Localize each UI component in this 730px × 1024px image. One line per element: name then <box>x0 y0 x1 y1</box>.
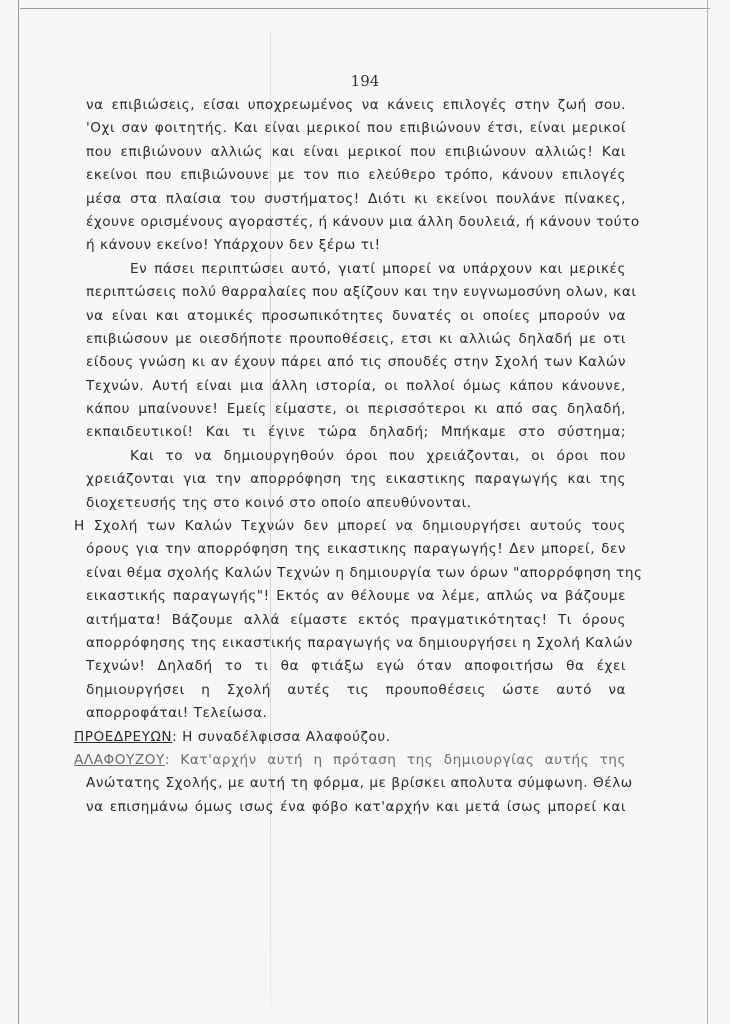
text-line: Τεχνών. Αυτή είναι μια άλλη ιστορία, οι πολλοί όμως κάπου κάνουνε, <box>86 377 626 394</box>
text-line: Εν πάσει περιπτώσει αυτό, γιατί μπορεί να υπάρχουν και μερικές <box>130 260 626 277</box>
text-line: εικαστικής παραγωγής"! Εκτός αν θέλουμε να λέμε, απλώς να βάζουμε <box>86 588 626 605</box>
scan-left-edge <box>18 0 19 1024</box>
transcript-body <box>74 94 643 819</box>
text-line: Τεχνών! Δηλαδή το τι θα φτιάξω εγώ όταν αποφοιτήσω θα έχει <box>86 658 626 675</box>
speaker-line <box>74 749 626 772</box>
text-line: να επισημάνω όμως ισως ένα φόβο κατ'αρχήν και μετά ίσως μπορεί και <box>86 798 626 815</box>
text-line: είναι θέμα σχολής Καλών Τεχνών η δημιουργία των όρων "απορρόφηση της <box>86 564 643 581</box>
text-line: 'Οχι σαν φοιτητής. Και είναι μερικοί που επιβιώνουν έτσι, είναι μερικοί <box>86 120 626 137</box>
text-line: χρειάζονται για την απορρόφηση της εικαστικης παραγωγής και της <box>86 471 626 488</box>
text-line: απορρόφησης της εικαστικής παραγωγής να δημιουργήσει η Σχολή Καλών <box>86 634 633 651</box>
text-line: Η Σχολή των Καλών Τεχνών δεν μπορεί να δημιουργήσει αυτούς τους <box>74 518 626 535</box>
scan-top-edge <box>20 8 710 9</box>
speaker-text: : Κατ'αρχήν αυτή η πρόταση της δημιουργίας αυτής της <box>164 751 626 768</box>
text-line: έχουνε ορισμένους αγοραστές, ή κάνουν μια άλλη δουλειά, ή κάνουν τούτο <box>86 213 640 230</box>
chair-line <box>74 726 626 749</box>
text-line: επιβιώσουν με οιεσδήποτε προυποθέσεις, ετσι κι αλλιώς δηλαδή με οτι <box>86 330 626 347</box>
text-line: ή κάνουν εκείνο! Υπάρχουν δεν ξέρω τι! <box>86 237 381 254</box>
chair-text: : Η συναδέλφισσα Αλαφούζου. <box>172 728 391 745</box>
text-line: περιπτώσεις πολύ θαρραλαίες που αξίζουν και την ευγνωμοσύνη ολων, και <box>86 284 637 301</box>
page-number: 194 <box>350 72 380 90</box>
text-line: μέσα στα πλαίσια του συστήματος! Διότι κι εκείνοι πουλάνε πίνακες, <box>86 190 626 207</box>
text-line: Ανώτατης Σχολής, με αυτή τη φόρμα, με βρίσκει απολυτα σύμφωνη. Θέλω <box>86 775 633 792</box>
text-line: όρους για την απορρόφηση της εικαστικης παραγωγής! Δεν μπορεί, δεν <box>86 541 626 558</box>
text-line: διοχετευσής της στο κοινό στο οποίο απευθύνονται. <box>86 494 472 511</box>
text-line: είδους γνώση κι αν έχουν πάρει από τις σπουδές στην Σχολή των Καλών <box>86 354 626 371</box>
text-line: Και το να δημιουργηθούν όροι που χρειάζονται, οι όροι που <box>130 447 626 464</box>
text-line: απορροφάται! Τελείωσα. <box>86 705 268 722</box>
text-line: να είναι και ατομικές προσωπικότητες δυνατές οι οποίες μπορούν να <box>86 307 626 324</box>
speaker-name-chair: ΠΡΟΕΔΡΕΥΩΝ <box>74 728 173 745</box>
speaker-name-alafouzou: ΑΛΑΦΟΥΖΟΥ <box>74 751 165 768</box>
scan-right-edge <box>707 0 708 1024</box>
text-line: που επιβιώνουν αλλιώς και είναι μερικοί που επιβιώνουν αλλιώς! Και <box>86 143 626 160</box>
text-line: δημιουργήσει η Σχολή αυτές τις προυποθέσεις ώστε αυτό να <box>86 681 626 698</box>
text-line: αιτήματα! Βάζουμε αλλά είμαστε εκτός πραγματικότητας! Τι όρους <box>86 611 626 628</box>
text-line: να επιβιώσεις, είσαι υποχρεωμένος να κάνεις επιλογές στην ζωή σου. <box>86 97 626 113</box>
text-line: εκπαιδευτικοί! Και τι έγινε τώρα δηλαδή; Μπήκαμε στο σύστημα; <box>86 424 626 441</box>
text-line: εκείνοι που επιβιώνουνε με τον πιο ελεύθερο τρόπο, κάνουν επιλογές <box>86 167 626 184</box>
text-line: κάπου μπαίνουνε! Εμείς είμαστε, οι περισσότεροι κι από σας δηλαδή, <box>86 401 626 418</box>
